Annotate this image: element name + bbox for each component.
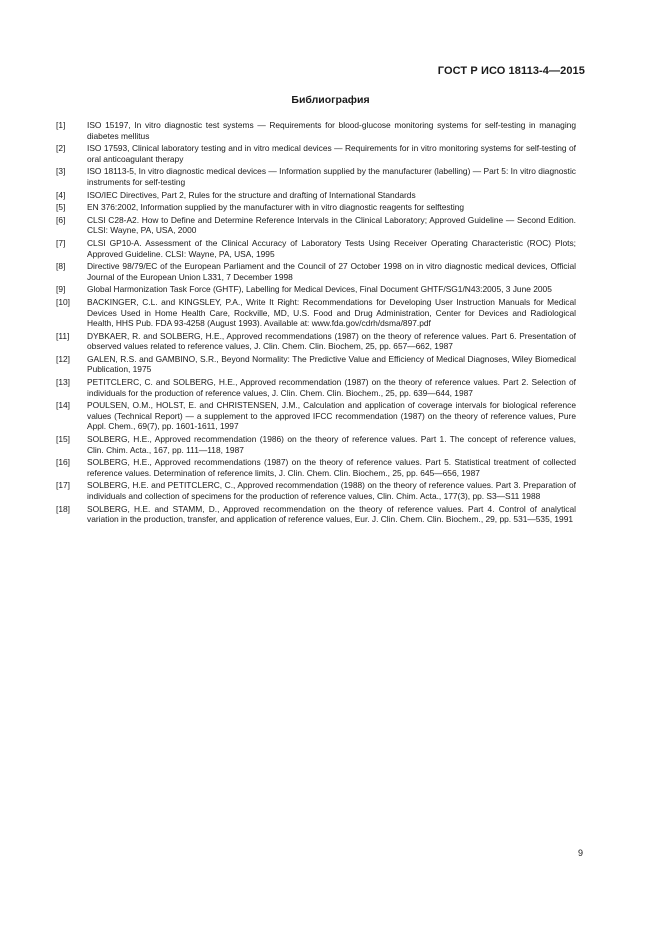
reference-text: CLSI GP10-A. Assessment of the Clinical Accuracy of Laboratory Tests Using Receiver Operating Characteristic (ROC) Plots; Approved Guideline. CLSI: Wayne, PA, USA, 1995 [87, 237, 576, 259]
reference-item [56, 166, 576, 187]
reference-item [56, 143, 576, 164]
reference-number: [10] [56, 296, 70, 307]
reference-number: [13] [56, 377, 70, 388]
reference-number: [18] [56, 503, 70, 514]
reference-item [56, 457, 576, 478]
reference-item [56, 400, 576, 432]
reference-item [56, 120, 576, 141]
reference-text: ISO 17593, Clinical laboratory testing and in vitro medical devices — Requirements for in vitro monitoring systems for self-testing of oral anticoagulant therapy [87, 143, 576, 164]
reference-text: BACKINGER, C.L. and KINGSLEY, P.A., Write It Right: Recommendations for Developing User Instruction Manuals for Medical Devices Used in Home Health Care, Rockville, MD, U.S. Food and Drug Administration, Center for Devices and Radiological Health, HHS Pub. FDA 93-4258 (August 1993). Available at: www.fda.gov/cdrh/dsma/897.pdf [87, 296, 576, 329]
reference-number: [2] [56, 143, 66, 154]
reference-text: Directive 98/79/EC of the European Parliament and the Council of 27 October 1998 on in vitro diagnostic medical devices, Official Journal of the European Union L331, 7 December 1998 [87, 261, 576, 282]
reference-number: [11] [56, 330, 70, 341]
reference-number: [7] [56, 237, 66, 248]
reference-number: [14] [56, 400, 70, 411]
document-code: ГОСТ Р ИСО 18113-4—2015 [437, 65, 585, 77]
reference-item [56, 284, 576, 295]
reference-item [56, 238, 576, 259]
reference-text: DYBKAER, R. and SOLBERG, H.E., Approved recommendations (1987) on the theory of reference values. Part 6. Presentation of observed values related to reference values, J. Clin. Chem. Clin. Biochem, 25, pp. 657—662, 1987 [87, 330, 576, 352]
reference-text: ISO 18113-5, In vitro diagnostic medical devices — Information supplied by the manufacturer (labelling) — Part 5: In vitro diagnostic instruments for self-testing [87, 166, 576, 187]
reference-item [56, 331, 576, 352]
reference-item [56, 215, 576, 236]
reference-text: SOLBERG, H.E. and PETITCLERC, C., Approved recommendation (1988) on the theory of reference values. Part 3. Preparation of individuals and collection of specimens for the production of reference values, Clin. Chim. Acta., 177(3), pp. S3—S11 1988 [87, 480, 576, 501]
reference-item [56, 190, 576, 201]
reference-number: [4] [56, 189, 66, 200]
reference-text: PETITCLERC, C. and SOLBERG, H.E., Approved recommendation (1987) on the theory of reference values. Part 2. Selection of individuals for the production of reference values, J. Clin. Chem. Clin. Biochem., 25, pp. 639—644, 1987 [87, 377, 576, 398]
bibliography-list [56, 120, 576, 527]
reference-item [56, 480, 576, 501]
reference-number: [9] [56, 284, 66, 295]
reference-number: [15] [56, 434, 70, 445]
reference-text: POULSEN, O.M., HOLST, E. and CHRISTENSEN, J.M., Calculation and application of coverage intervals for biological reference values (Technical Report) — a supplement to the approved IFCC recommendation (1987) on the theory of reference values, Pure Appl. Chem., 69(7), pp. 1601-1611, 1997 [87, 400, 576, 432]
reference-text: SOLBERG, H.E. and STAMM, D., Approved recommendation on the theory of reference values. Part 4. Control of analytical variation in the production, transfer, and application of reference values, Eur. J. Clin. Chem. Clin. Biochem., 29, pp. 531—535, 1991 [87, 503, 576, 525]
reference-number: [5] [56, 202, 66, 213]
reference-number: [6] [56, 214, 66, 225]
reference-text: ISO/IEC Directives, Part 2, Rules for the structure and drafting of International Standards [87, 189, 416, 200]
section-title: Библиография [291, 94, 370, 106]
reference-text: CLSI C28-A2. How to Define and Determine Reference Intervals in the Clinical Laboratory; Approved Guideline — Second Edition. CLSI: Wayne, PA, USA, 2000 [87, 214, 576, 236]
reference-item [56, 261, 576, 282]
reference-number: [1] [56, 120, 66, 130]
reference-number: [12] [56, 353, 70, 364]
reference-text: GALEN, R.S. and GAMBINO, S.R., Beyond Normality: The Predictive Value and Efficiency of Medical Diagnoses, Wiley Biomedical Publication, 1975 [87, 353, 576, 375]
reference-number: [16] [56, 457, 70, 468]
reference-text: EN 376:2002, Information supplied by the manufacturer with in vitro diagnostic reagents for selftesting [87, 202, 465, 213]
reference-item [56, 504, 576, 525]
reference-text: Global Harmonization Task Force (GHTF), Labelling for Medical Devices, Final Document GHTF/SG1/N43:2005, 3 June 2005 [87, 284, 552, 295]
reference-item [56, 434, 576, 455]
reference-item [56, 202, 576, 213]
reference-text: SOLBERG, H.E., Approved recommendations (1987) on the theory of reference values. Part 5. Statistical treatment of collected reference values. Determination of reference limits, J. Clin. Chem. Clin. Biochem., 25, pp. 645—656, 1987 [87, 457, 576, 478]
reference-text: ISO 15197, In vitro diagnostic test systems — Requirements for blood-glucose monitoring systems for self-testing in managing diabetes mellitus [87, 120, 576, 141]
reference-item [56, 354, 576, 375]
page-number: 9 [577, 848, 583, 858]
reference-text: SOLBERG, H.E., Approved recommendation (1986) on the theory of reference values. Part 1. The concept of reference values, Clin. Chim. Acta., 167, pp. 111—118, 1987 [87, 434, 576, 455]
reference-item [56, 377, 576, 398]
reference-number: [8] [56, 261, 66, 272]
reference-number: [3] [56, 166, 66, 177]
reference-number: [17] [56, 480, 70, 491]
reference-item [56, 297, 576, 329]
